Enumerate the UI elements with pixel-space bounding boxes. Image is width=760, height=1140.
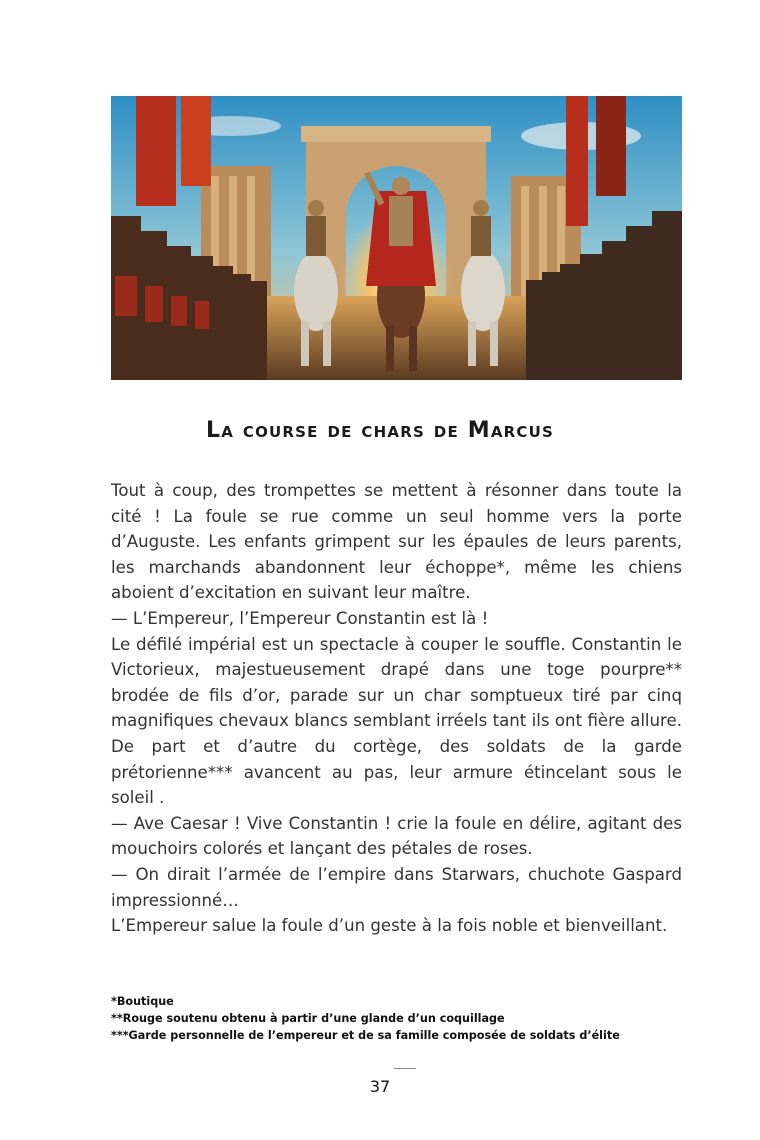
footnote: *Boutique [111,995,174,1008]
paragraph: — On dirait l’armée de l’empire dans Starwars, chuchote Gaspard impressionné… [111,864,682,910]
paragraph: — Ave Caesar ! Vive Constantin ! crie la foule en délire, agitant des mouchoirs colorés et lançant des pétales de roses. [111,813,682,859]
footnote: ***Garde personnelle de l’empereur et de sa famille composée de soldats d’élite [111,1029,620,1042]
paragraph: Tout à coup, des trompettes se mettent à résonner dans toute la cité ! La foule se rue comme un seul homme vers la porte d’Auguste. Les enfants grimpent sur les épaules de leurs parents, les marchands abandonnent leur échoppe*, même les chiens aboient d’excitation en suivant leur maître. [111,481,682,603]
paragraph: L’Empereur salue la foule d’un geste à la fois noble et bienveillant. [111,916,668,936]
page-number: 37 [369,1077,391,1096]
roman-parade-illustration [111,96,682,380]
paragraph: — L’Empereur, l’Empereur Constantin est là ! [111,608,489,628]
footnotes [111,993,711,1044]
footnote: **Rouge soutenu obtenu à partir d’une glande d’un coquillage [111,1012,505,1025]
paragraph: Le défilé impérial est un spectacle à couper le souffle. Constantin le Victorieux, majestueusement drapé dans une toge pourpre** brodée de fils d’or, parade sur un char somptueux tiré par cinq magnifiques chevaux blancs semblant irréels tant ils ont fière allure. De part et d’autre du cortège, des soldats de la garde prétorienne*** avancent au pas, leur armure étincelant sous le soleil . [111,634,682,808]
chapter-body [111,478,682,939]
page-number-rule [394,1068,416,1069]
chapter-title: La course de chars de Marcus [205,418,555,443]
